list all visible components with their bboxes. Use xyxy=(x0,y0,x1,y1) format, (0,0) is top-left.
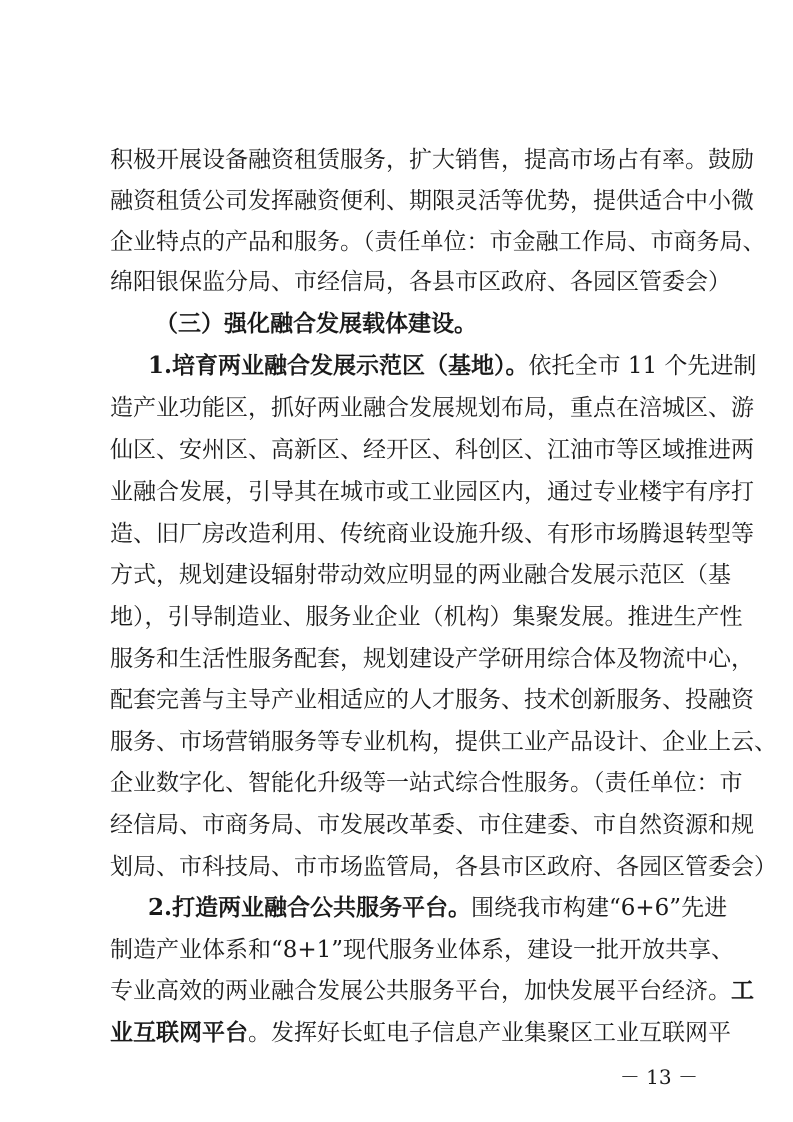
section-heading: （三）强化融合发展载体建设。 xyxy=(155,310,477,337)
subsection-line: 1.培育两业融合发展示范区（基地）。依托全市 11 个先进制 xyxy=(148,352,757,379)
subsection-title: 2.打造两业融合公共服务平台。 xyxy=(148,894,472,921)
body-line: 服务和生活性服务配套，规划建设产学研用综合体及物流中心， xyxy=(110,646,754,672)
body-line: 划局、市科技局、市市场监管局，各县市区政府、各园区管委会） xyxy=(110,854,777,880)
body-line: 企业特点的产品和服务。（责任单位：市金融工作局、市商务局、 xyxy=(110,229,766,255)
body-line: 制造产业体系和“8+1”现代服务业体系，建设一批开放共享、 xyxy=(110,937,735,963)
page-number: － 13 － xyxy=(619,1065,698,1089)
body-line: 地），引导制造业、服务业企业（机构）集聚发展。推进生产性 xyxy=(110,604,743,630)
body-line: 积极开展设备融资租赁服务，扩大销售，提高市场占有率。鼓励 xyxy=(110,147,754,173)
subsection-line: 2.打造两业融合公共服务平台。围绕我市构建“6+6”先进 xyxy=(148,894,728,921)
body-line: 业互联网平台。发挥好长虹电子信息产业集聚区工业互联网平 xyxy=(110,1019,731,1046)
subsection-title: 1.培育两业融合发展示范区（基地）。 xyxy=(148,352,529,379)
body-line: 融资租赁公司发挥融资便利、期限灵活等优势，提供适合中小微 xyxy=(110,188,754,214)
body-line: 专业高效的两业融合发展公共服务平台，加快发展平台经济。工 xyxy=(110,977,754,1004)
body-line: 配套完善与主导产业相适应的人才服务、技术创新服务、投融资 xyxy=(110,687,754,713)
inline-bold-term: 业互联网平台 xyxy=(110,1019,248,1046)
body-line: 业融合发展，引导其在城市或工业园区内，通过专业楼宇有序打 xyxy=(110,479,754,505)
body-line: 绵阳银保监分局、市经信局，各县市区政府、各园区管委会） xyxy=(110,269,731,295)
body-line: 造产业功能区，抓好两业融合发展规划布局，重点在涪城区、游 xyxy=(110,395,754,421)
body-line: 经信局、市商务局、市发展改革委、市住建委、市自然资源和规 xyxy=(110,812,754,838)
body-line: 企业数字化、智能化升级等一站式综合性服务。（责任单位：市 xyxy=(110,770,743,796)
inline-bold-term: 工 xyxy=(731,977,754,1004)
body-line: 仙区、安州区、高新区、经开区、科创区、江油市等区域推进两 xyxy=(110,437,754,463)
body-line: 方式，规划建设辐射带动效应明显的两业融合发展示范区（基 xyxy=(110,562,731,588)
body-line: 造、旧厂房改造利用、传统商业设施升级、有形市场腾退转型等 xyxy=(110,521,754,547)
body-line: 服务、市场营销服务等专业机构，提供工业产品设计、企业上云、 xyxy=(110,729,777,755)
